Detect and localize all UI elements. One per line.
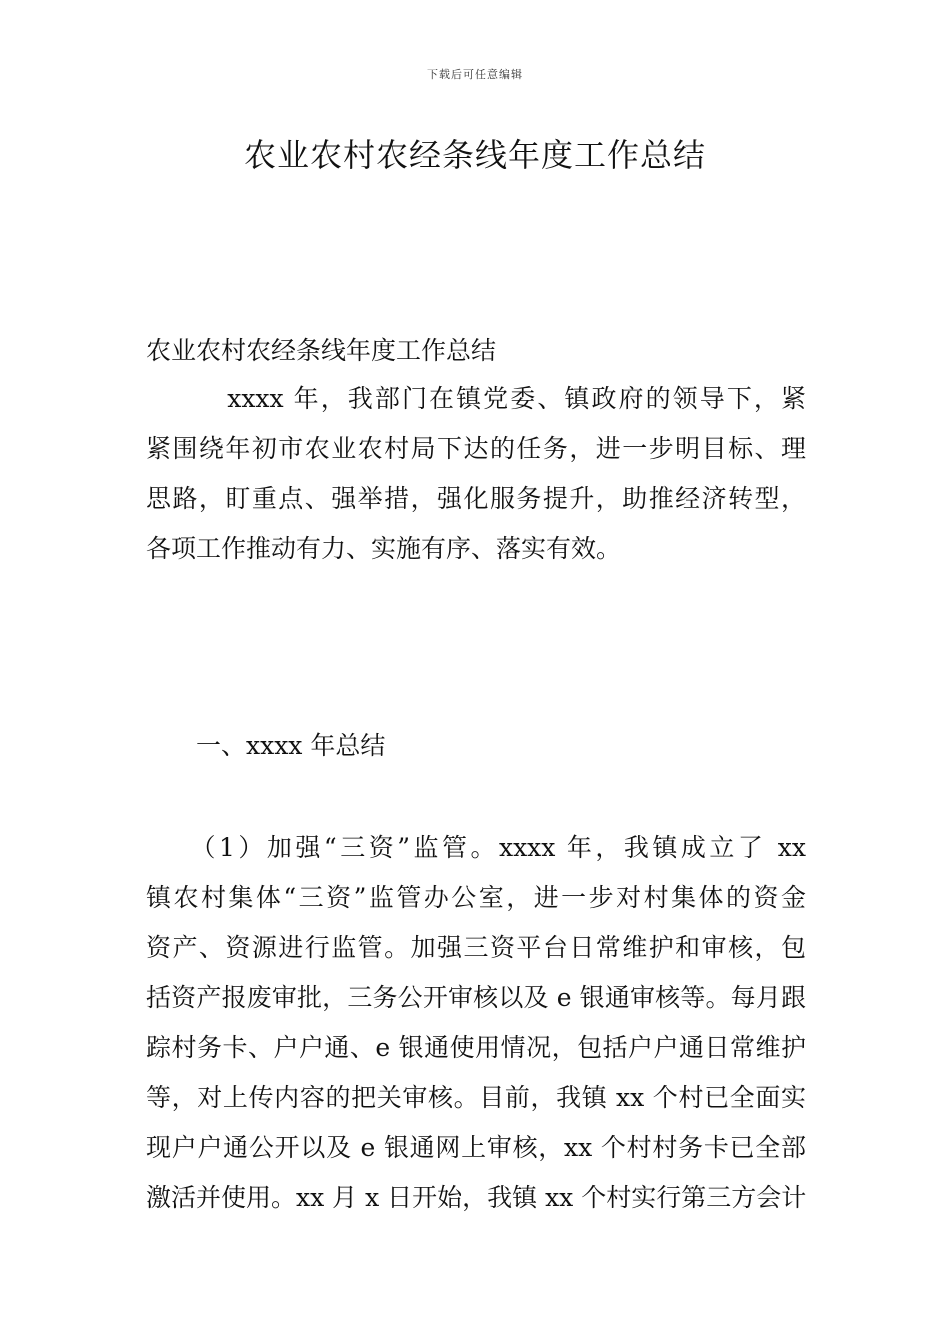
header-note: 下载后可任意编辑	[427, 68, 523, 81]
intro-line: 各项工作推动有力、实施有序、落实有效。	[146, 534, 622, 563]
paragraph-line: 括资产报废审批，三务公开审核以及 e 银通审核等。每月跟	[146, 983, 806, 1012]
intro-line: 紧围绕年初市农业农村局下达的任务，进一步明目标、理	[146, 434, 806, 463]
intro-paragraph	[146, 374, 806, 574]
intro-line: 思路，盯重点、强举措，强化服务提升，助推经济转型，	[146, 484, 806, 513]
paragraph-line: 激活并使用。xx 月 x 日开始，我镇 xx 个村实行第三方会计	[146, 1183, 807, 1212]
paragraph-line: 资产、资源进行监管。加强三资平台日常维护和审核，包	[146, 933, 806, 962]
document-title: 农业农村农经条线年度工作总结	[243, 136, 706, 174]
section-heading: 一、xxxx 年总结	[146, 731, 386, 760]
paragraph-line: 踪村务卡、户户通、e 银通使用情况，包括户户通日常维护	[146, 1033, 806, 1062]
paragraph-line: 等，对上传内容的把关审核。目前，我镇 xx 个村已全面实	[146, 1083, 806, 1112]
intro-line: xxxx 年，我部门在镇党委、镇政府的领导下，紧	[146, 384, 806, 413]
paragraph-line: （1）加强“三资”监管。xxxx 年，我镇成立了 xx	[146, 833, 806, 862]
paragraph-line: 现户户通公开以及 e 银通网上审核，xx 个村村务卡已全部	[146, 1133, 806, 1162]
paragraph-line: 镇农村集体“三资”监管办公室，进一步对村集体的资金	[146, 883, 806, 912]
document-subtitle: 农业农村农经条线年度工作总结	[146, 336, 497, 365]
section-paragraph	[146, 823, 806, 1223]
